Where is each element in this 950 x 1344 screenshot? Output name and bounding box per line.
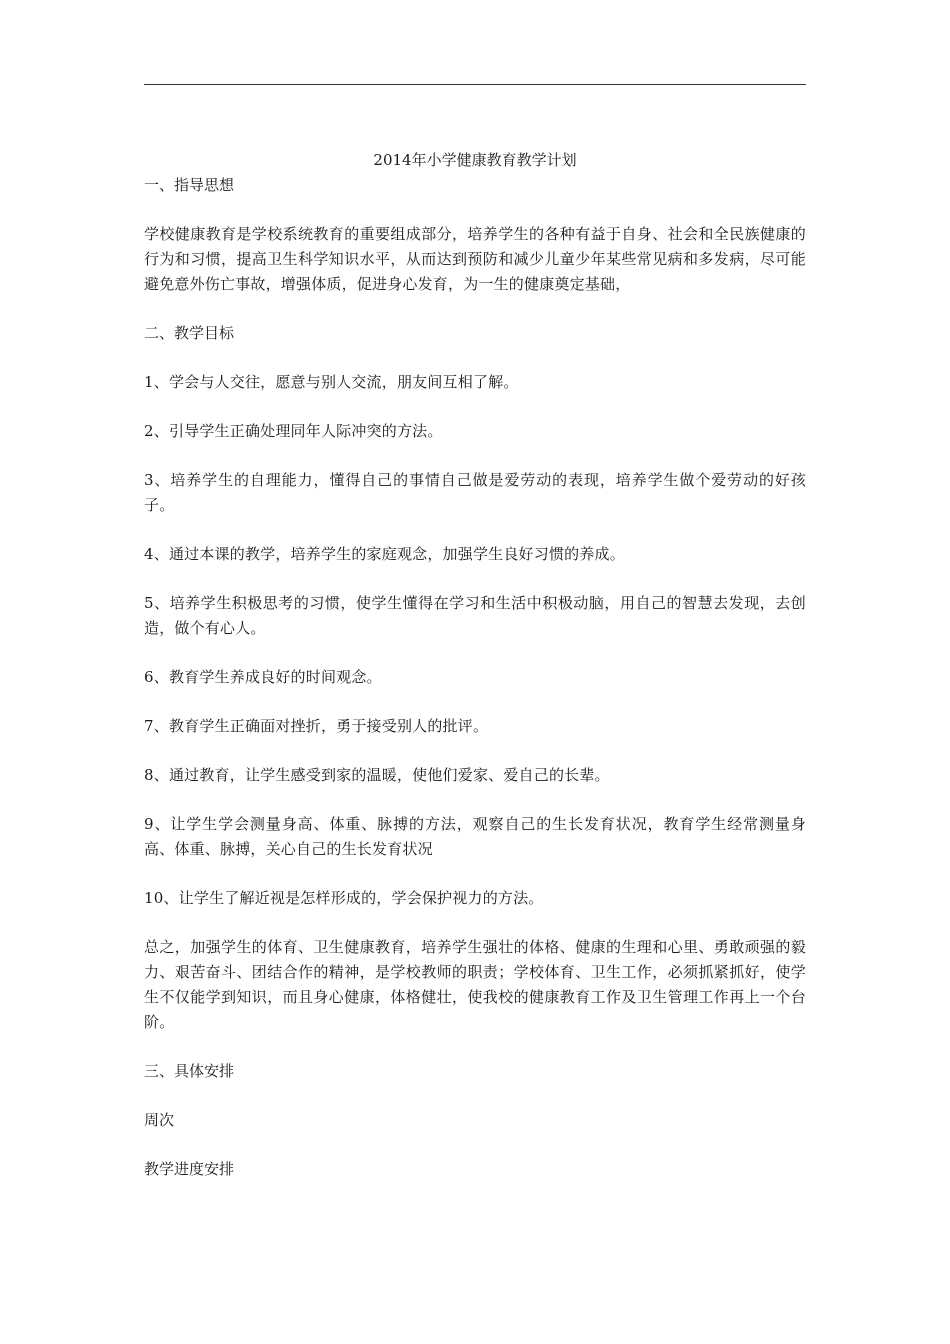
goal-item-5: 5、培养学生积极思考的习惯，使学生懂得在学习和生活中积极动脑，用自己的智慧去发现，去创造，做个有心人。 (144, 594, 806, 637)
goal-item-10: 10、让学生了解近视是怎样形成的，学会保护视力的方法。 (144, 889, 544, 907)
schedule-label-progress: 教学进度安排 (144, 1160, 235, 1178)
intro-paragraph: 学校健康教育是学校系统教育的重要组成部分，培养学生的各种有益于自身、社会和全民族健康的行为和习惯，提高卫生科学知识水平，从而达到预防和减少儿童少年某些常见病和多发病，尽可能避免意外伤亡事故，增强体质，促进身心发育，为一生的健康奠定基础， (144, 225, 806, 293)
schedule-label-week: 周次 (144, 1111, 175, 1129)
goal-item-3: 3、培养学生的自理能力，懂得自己的事情自己做是爱劳动的表现，培养学生做个爱劳动的好孩子。 (144, 471, 806, 514)
goal-item-1: 1、学会与人交往，愿意与别人交流，朋友间互相了解。 (144, 373, 519, 391)
document-title: 2014年小学健康教育教学计划 (373, 151, 577, 169)
goal-item-8: 8、通过教育，让学生感受到家的温暖，使他们爱家、爱自己的长辈。 (144, 766, 610, 784)
section-heading-teaching-goals: 二、教学目标 (144, 324, 235, 342)
document-body (144, 148, 806, 1206)
section-heading-arrangement: 三、具体安排 (144, 1062, 235, 1080)
summary-paragraph: 总之，加强学生的体育、卫生健康教育，培养学生强壮的体格、健康的生理和心里、勇敢顽强的毅力、艰苦奋斗、团结合作的精神，是学校教师的职责；学校体育、卫生工作，必须抓紧抓好，使学生不仅能学到知识，而且身心健康，体格健壮，使我校的健康教育工作及卫生管理工作再上一个台阶。 (144, 938, 806, 1031)
section-heading-guiding-ideology: 一、指导思想 (144, 176, 235, 194)
goal-item-4: 4、通过本课的教学，培养学生的家庭观念，加强学生良好习惯的养成。 (144, 545, 625, 563)
goal-item-9: 9、让学生学会测量身高、体重、脉搏的方法，观察自己的生长发育状况，教育学生经常测量身高、体重、脉搏，关心自己的生长发育状况 (144, 815, 806, 858)
goal-item-7: 7、教育学生正确面对挫折，勇于接受别人的批评。 (144, 717, 489, 735)
goal-item-6: 6、教育学生养成良好的时间观念。 (144, 668, 382, 686)
header-rule (144, 84, 806, 85)
goal-item-2: 2、引导学生正确处理同年人际冲突的方法。 (144, 422, 443, 440)
